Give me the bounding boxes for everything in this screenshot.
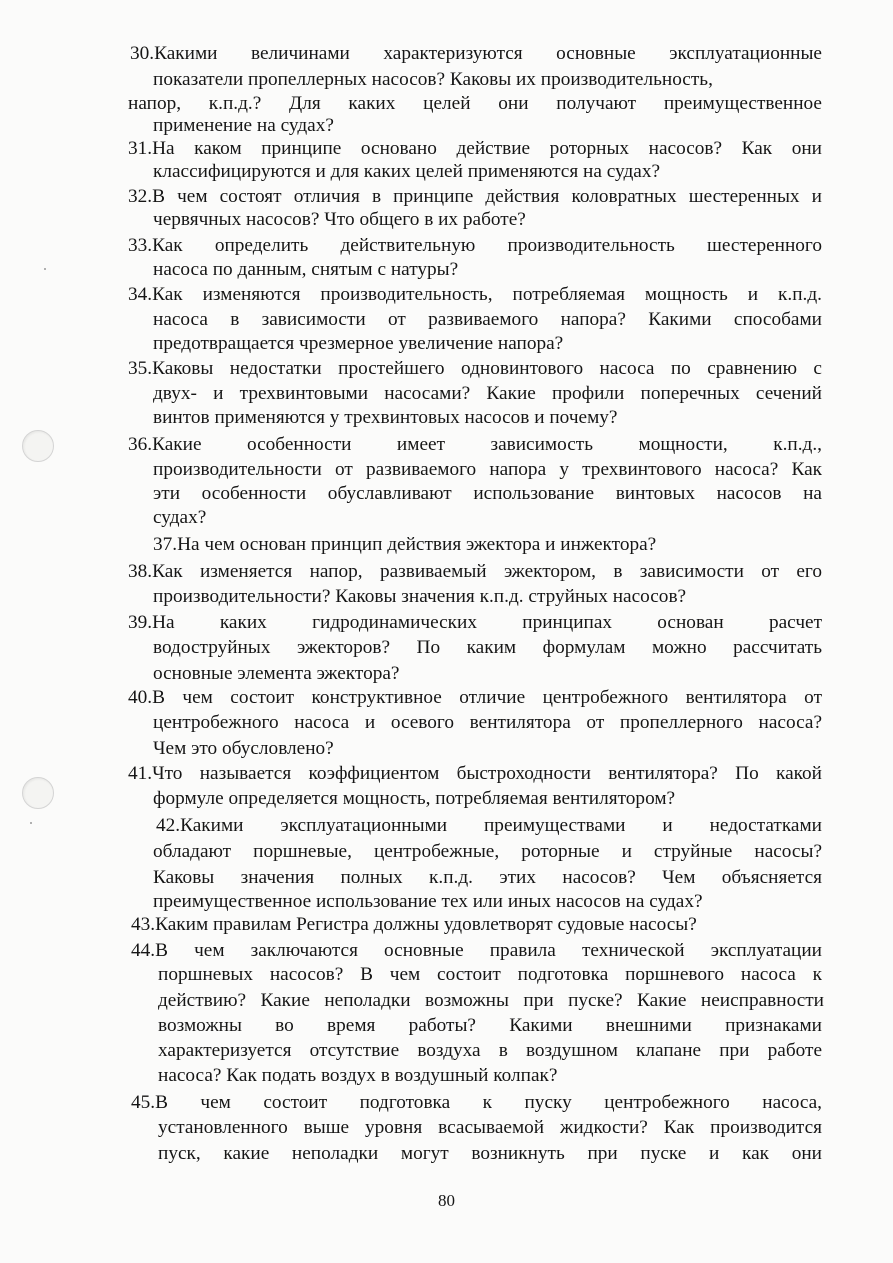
q45-line-1: 45.В чем состоит подготовка к пуску центробежного насоса, (131, 1092, 822, 1113)
q42-line-1: 42.Какими эксплуатационными преимуществами и недостатками (156, 815, 822, 836)
q38-line-2: производительности? Каковы значения к.п.д. струйных насосов? (153, 586, 687, 607)
q42-line-2: обладают поршневые, центробежные, роторные и струйные насосы? (153, 841, 822, 862)
q31-line-2: классифицируются и для каких целей применяются на судах? (153, 161, 661, 182)
q35-line-3: винтов применяются у трехвинтовых насосов и почему? (153, 407, 618, 428)
q35-line-2: двух- и трехвинтовыми насосами? Какие профили поперечных сечений (153, 383, 822, 404)
q39-line-1: 39.На каких гидродинамических принципах основан расчет (128, 612, 822, 633)
q44-line-5: характеризуется отсутствие воздуха в воздушном клапане при работе (158, 1040, 822, 1061)
q32-line-2: червячных насосов? Что общего в их работе? (153, 209, 526, 230)
q34-line-1: 34.Как изменяются производительность, потребляемая мощность и к.п.д. (128, 284, 822, 305)
q36-line-2: производительности от развиваемого напора у трехвинтового насоса? Как (153, 459, 822, 480)
q32-line-1: 32.В чем состоят отличия в принципе действия коловратных шестеренных и (128, 186, 822, 207)
q31-line-1: 31.На каком принципе основано действие роторных насосов? Как они (128, 138, 822, 159)
q44-line-6: насоса? Как подать воздух в воздушный колпак? (158, 1065, 558, 1086)
q30-line-4: применение на судах? (153, 115, 334, 136)
q37-line-1: 37.На чем основан принцип действия эжектора и инжектора? (153, 534, 657, 555)
q35-line-1: 35.Каковы недостатки простейшего одновинтового насоса по сравнению с (128, 358, 822, 379)
q40-line-1: 40.В чем состоит конструктивное отличие центробежного вентилятора от (128, 687, 822, 708)
q34-line-3: предотвращается чрезмерное увеличение напора? (153, 333, 564, 354)
q41-line-2: формуле определяется мощность, потребляемая вентилятором? (153, 788, 676, 809)
q44-line-4: возможны во время работы? Какими внешними признаками (158, 1015, 822, 1036)
q39-line-2: водоструйных эжекторов? По каким формулам можно рассчитать (153, 637, 822, 658)
q43-line-1: 43.Каким правилам Регистра должны удовлетворят судовые насосы? (131, 914, 697, 935)
q40-line-3: Чем это обусловлено? (153, 738, 334, 759)
q38-line-1: 38.Как изменяется напор, развиваемый эжектором, в зависимости от его (128, 561, 822, 582)
punch-hole-top (22, 430, 54, 462)
q30-line-1: 30.Какими величинами характеризуются основные эксплуатационные (130, 43, 822, 64)
q33-line-2: насоса по данным, снятым с натуры? (153, 259, 459, 280)
q42-line-3: Каковы значения полных к.п.д. этих насосов? Чем объясняется (153, 867, 822, 888)
q39-line-3: основные элемента эжектора? (153, 663, 400, 684)
q30-line-2: показатели пропеллерных насосов? Каковы их производительность, (153, 69, 713, 90)
q44-line-3: действию? Какие неполадки возможны при пуске? Какие неисправности (158, 990, 824, 1011)
q42-line-4: преимущественное использование тех или иных насосов на судах? (153, 891, 703, 912)
q36-line-4: судах? (153, 507, 207, 528)
punch-hole-bottom (22, 777, 54, 809)
q33-line-1: 33.Как определить действительную производительность шестеренного (128, 235, 822, 256)
page-number: 80 (438, 1191, 455, 1210)
scan-speck (44, 268, 46, 270)
q45-line-3: пуск, какие неполадки могут возникнуть при пуске и как они (158, 1143, 822, 1164)
q45-line-2: установленного выше уровня всасываемой жидкости? Как производится (158, 1117, 822, 1138)
q36-line-1: 36.Какие особенности имеет зависимость мощности, к.п.д., (128, 434, 822, 455)
q40-line-2: центробежного насоса и осевого вентилятора от пропеллерного насоса? (153, 712, 822, 733)
scan-speck (30, 822, 32, 824)
q30-line-3: напор, к.п.д.? Для каких целей они получают преимущественное (128, 93, 822, 114)
q44-line-2: поршневых насосов? В чем состоит подготовка поршневого насоса к (158, 964, 822, 985)
q44-line-1: 44.В чем заключаются основные правила технической эксплуатации (131, 940, 822, 961)
q41-line-1: 41.Что называется коэффициентом быстроходности вентилятора? По какой (128, 763, 822, 784)
q34-line-2: насоса в зависимости от развиваемого напора? Какими способами (153, 309, 822, 330)
q36-line-3: эти особенности обуславливают использование винтовых насосов на (153, 483, 822, 504)
